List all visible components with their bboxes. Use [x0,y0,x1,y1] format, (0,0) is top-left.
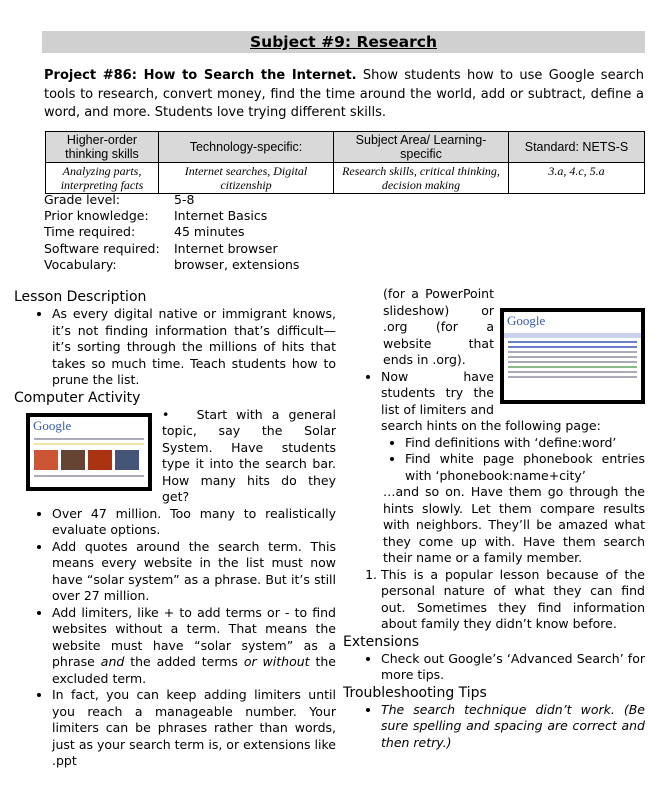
subject-title: Subject #9: Research [250,33,437,51]
table-header: Subject Area/ Learning-specific [334,132,509,163]
meta-label: Time required: [44,224,136,240]
list-item: • Now have students try the list of limiters and search hints on the following page: [381,369,645,435]
list-item: • Add quotes around the search term. This means every website in the list must now have “solar system” as a phrase. But it’s still over 27 million. [52,539,336,605]
meta-label: Vocabulary: [44,256,117,272]
computer-heading: Computer Activity [14,389,141,406]
table-cell: Research skills, critical thinking, decision making [334,163,509,194]
list-item: • Find white page phonebook entries with ‘phonebook:name+city’ [405,451,645,484]
solar-system-search-screenshot [26,413,152,491]
list-item: • Add limiters, like + to add terms or - to find websites without a term. That means the website must have “solar system” as a phrase and the added terms or without the excluded term. [52,605,336,688]
list-item: • The search technique didn’t work. (Be sure spelling and spacing are correct and then retry.) [381,702,645,752]
continued-text: (for a PowerPoint slideshow) or .org (for a website that ends in .org). [383,286,494,367]
skills-table [45,131,645,194]
meta-row [44,241,299,257]
meta-value: 45 minutes [174,224,245,240]
table-row [46,163,645,194]
subject-banner [42,31,645,53]
meta-value: Internet browser [174,240,278,256]
list-item: 1. This is a popular lesson because of the personal nature of what they can find out. Sometimes they find information about family they didn’t know before. [381,567,645,633]
table-cell: Internet searches, Digital citizenship [159,163,334,194]
meta-row [44,257,299,273]
google-logo: Google [33,417,72,433]
list-item: • Over 47 million. Too many to realistically evaluate options. [52,506,336,539]
google-logo: Google [507,313,546,328]
table-header-row [46,132,645,163]
project-title: Project #86: How to Search the Internet. [44,68,357,83]
troubleshooting-heading: Troubleshooting Tips [343,684,487,701]
meta-label: Prior knowledge: [44,208,149,224]
meta-label: Grade level: [44,192,121,207]
meta-value: browser, extensions [174,256,300,272]
define-technology-screenshot [500,308,645,404]
meta-row [44,208,299,224]
list-item: • In fact, you can keep adding limiters until you reach a manageable number. Your limiters can be phrases rather than words, just as your search term is, or extensions like .ppt [52,687,336,770]
lesson-meta [44,192,299,273]
project-description: Show students how to use Google search tools to research, convert money, find the time around the world, add or subtract, define a word, and more. Students love trying different skills. [44,68,644,120]
meta-value: Internet Basics [174,208,268,224]
paragraph: …and so on. Have them go through the hints slowly. Let them compare results with neighbors. They’ll be amazed what they come up with. Have them search their name or a family member. [383,484,645,565]
left-column [14,288,336,770]
right-column [343,286,645,751]
list-item: • Find definitions with ‘define:word’ [405,435,645,452]
meta-row [44,224,299,240]
meta-row [44,192,299,208]
lesson-heading: Lesson Description [14,289,147,305]
table-header: Higher-order thinking skills [46,132,159,163]
list-item: • Check out Google’s ‘Advanced Search’ for more tips. [381,651,645,684]
list-item: • As every digital native or immigrant knows, it’s not finding information that’s difficult—it’s sorting through the millions of hits that takes so much time. Teach students how to prune the list. [52,306,336,389]
list-item: • Start with a general topic, say the Solar System. Have students type it into the search bar. How many hits do they get? [162,406,336,504]
table-header: Standard: NETS-S [509,132,645,163]
table-cell: 3.a, 4.c, 5.a [509,163,645,194]
table-header: Technology-specific: [159,132,334,163]
table-cell: Analyzing parts, interpreting facts [46,163,159,194]
project-intro [44,67,644,123]
extensions-heading: Extensions [343,633,420,650]
meta-value: 5-8 [174,192,195,207]
meta-label: Software required: [44,240,160,256]
